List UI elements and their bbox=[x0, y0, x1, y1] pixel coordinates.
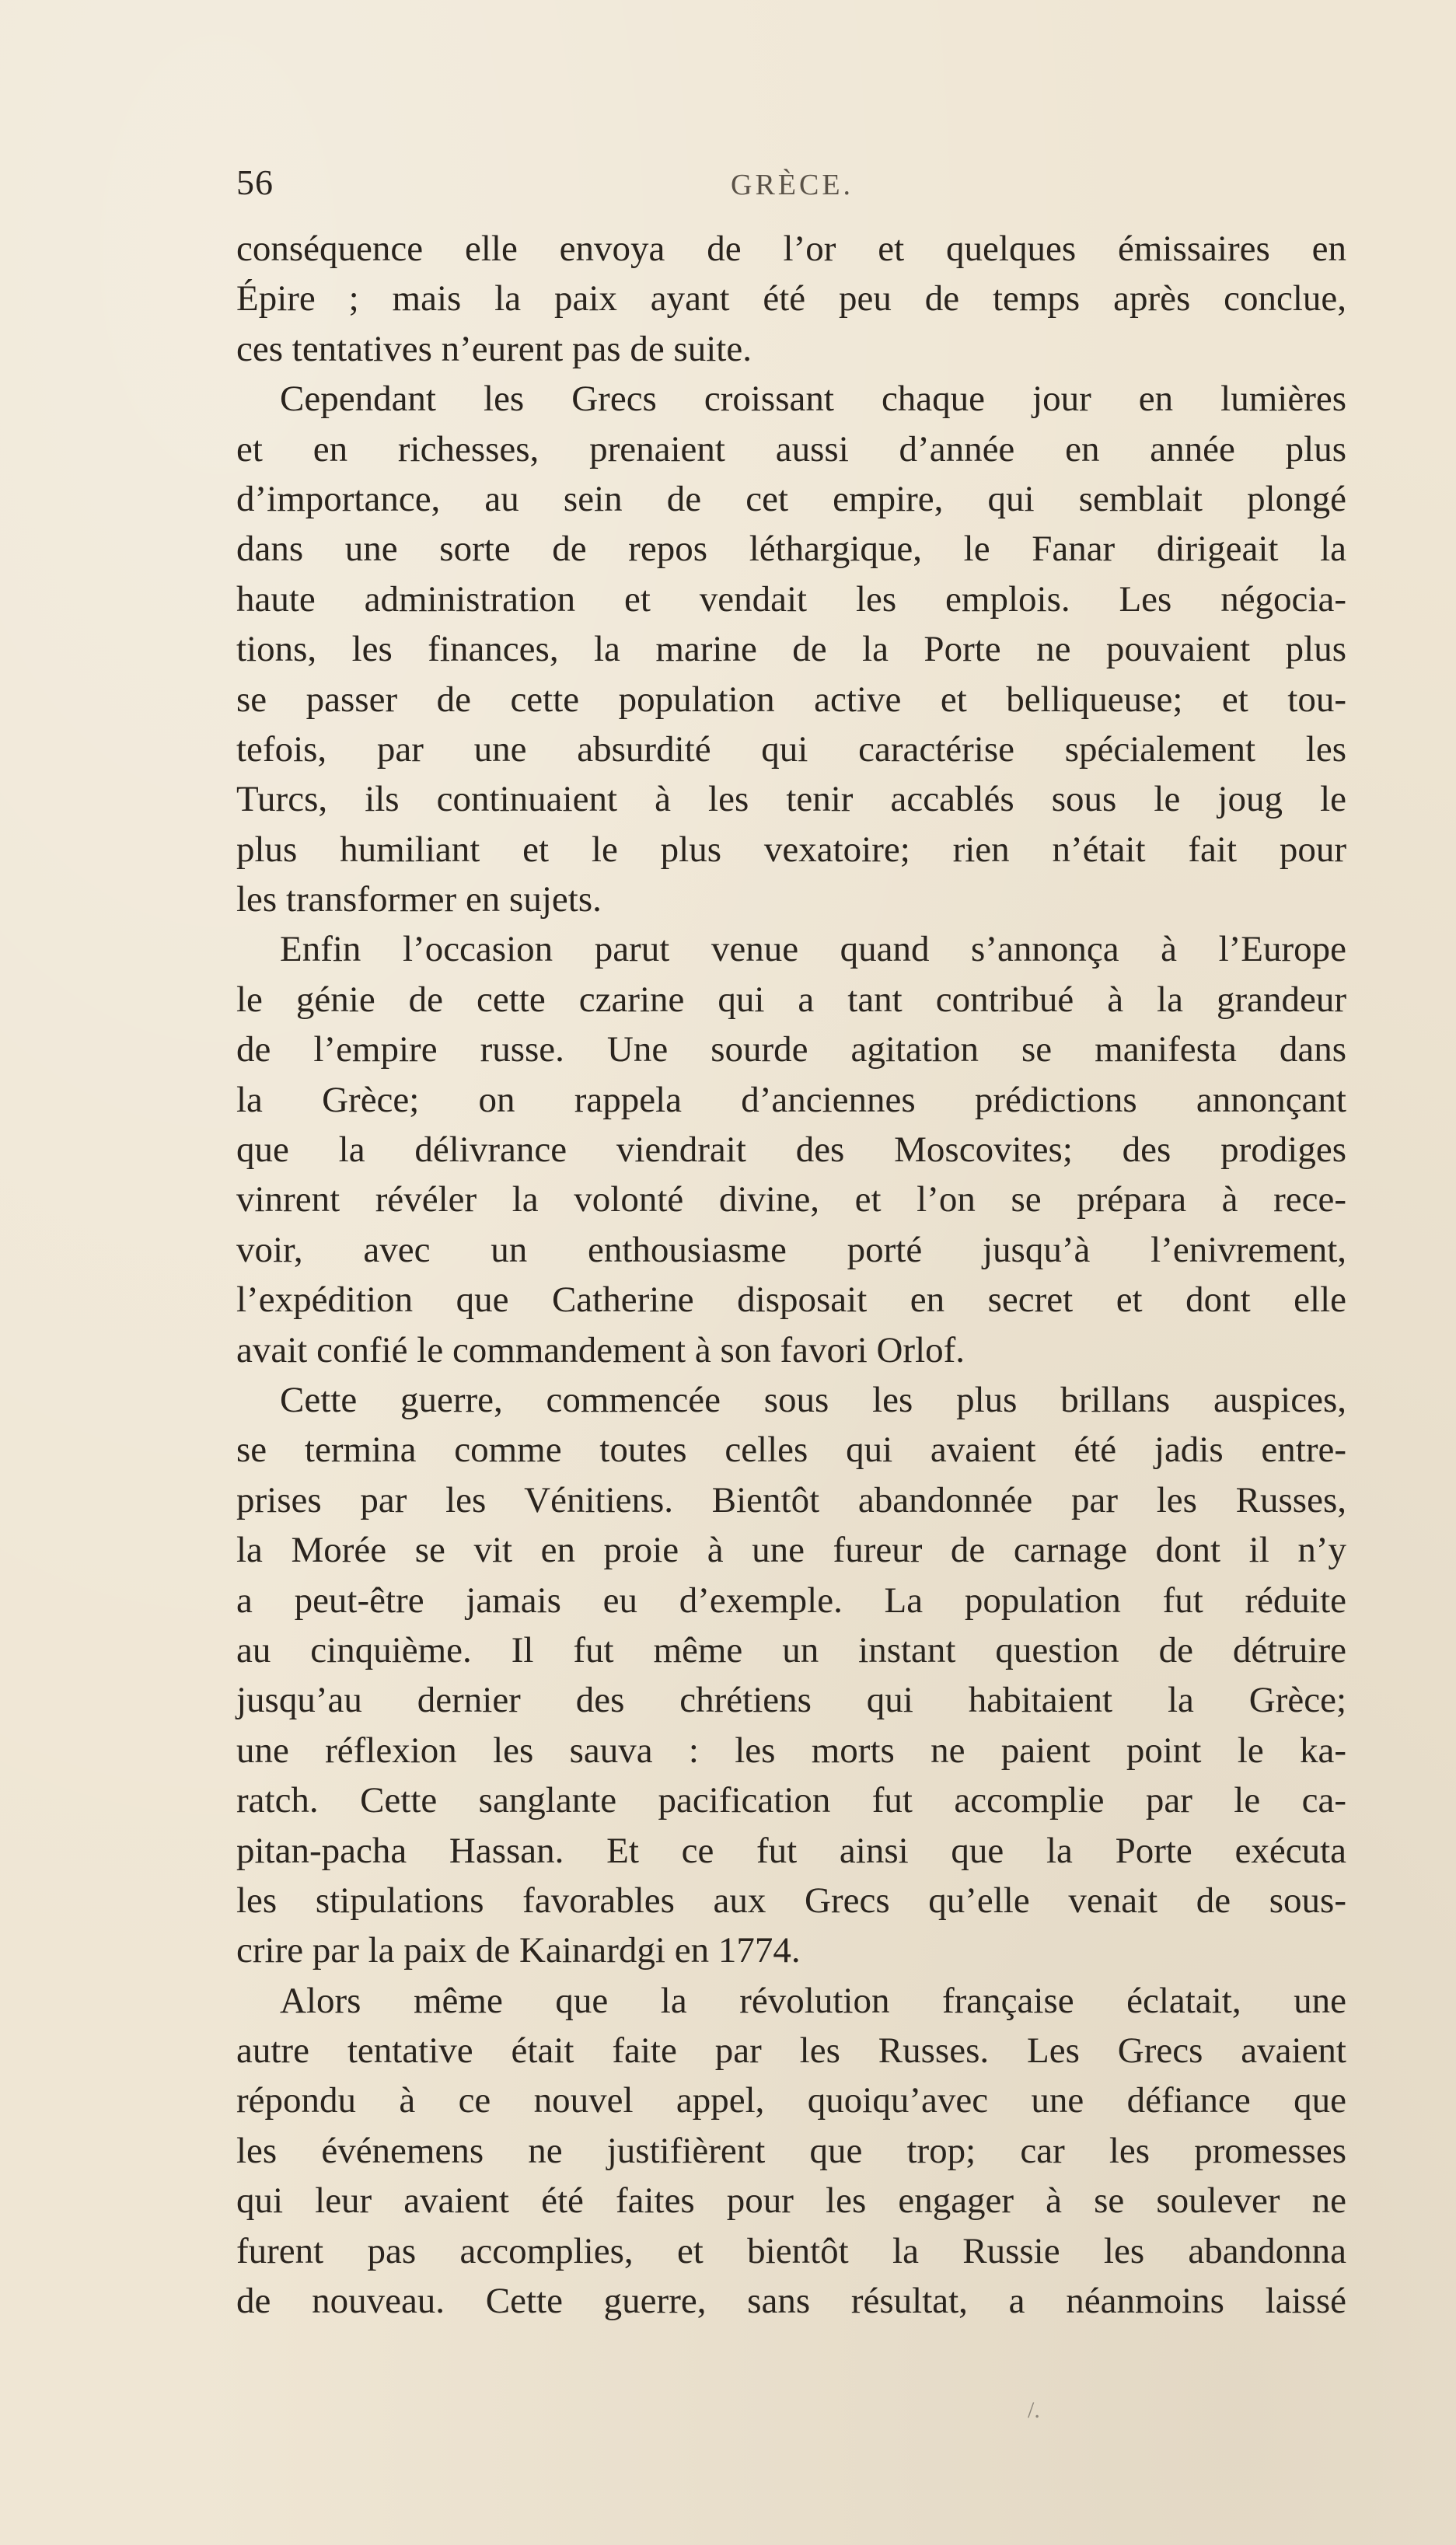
text-line: crire par la paix de Kainardgi en 1774. bbox=[236, 1930, 801, 1971]
text-line: avait confié le commandement à son favori Orlof. bbox=[236, 1329, 965, 1370]
text-line: vinrent révéler la volonté divine, et l’on se prépara à rece- bbox=[236, 1179, 1346, 1220]
text-line: les stipulations favorables aux Grecs qu’elle venait de sous- bbox=[236, 1880, 1346, 1921]
text-line: ratch. Cette sanglante pacification fut accomplie par le ca- bbox=[236, 1780, 1346, 1821]
text-line: Épire ; mais la paix ayant été peu de temps après conclue, bbox=[236, 278, 1346, 319]
page-header bbox=[236, 162, 1356, 208]
text-line: jusqu’au dernier des chrétiens qui habitaient la Grèce; bbox=[236, 1680, 1346, 1721]
text-line: au cinquième. Il fut même un instant question de détruire bbox=[236, 1629, 1346, 1670]
text-line: se termina comme toutes celles qui avaient été jadis entre- bbox=[236, 1430, 1346, 1471]
running-head: GRÈCE. bbox=[731, 169, 854, 201]
text-line: et en richesses, prenaient aussi d’année en année plus bbox=[236, 428, 1346, 470]
text-line: Cependant les Grecs croissant chaque jour en lumières bbox=[280, 379, 1346, 420]
text-line: se passer de cette population active et belliqueuse; et tou- bbox=[236, 679, 1346, 720]
body-text bbox=[236, 224, 1346, 2326]
text-line: Alors même que la révolution française éclatait, une bbox=[280, 1980, 1346, 2021]
text-line: tefois, par une absurdité qui caractérise spécialement les bbox=[236, 728, 1346, 770]
text-line: répondu à ce nouvel appel, quoiqu’avec une défiance que bbox=[236, 2080, 1346, 2121]
text-line: les transformer en sujets. bbox=[236, 879, 602, 920]
text-line: qui leur avaient été faites pour les engager à se soulever ne bbox=[236, 2180, 1346, 2222]
text-line: Enfin l’occasion parut venue quand s’annonça à l’Europe bbox=[280, 929, 1346, 970]
margin-mark: /. bbox=[1028, 2397, 1040, 2423]
text-line: voir, avec un enthousiasme porté jusqu’à l’enivrement, bbox=[236, 1229, 1346, 1270]
text-line: l’expédition que Catherine disposait en secret et dont elle bbox=[236, 1279, 1346, 1321]
text-line: tions, les finances, la marine de la Porte ne pouvaient plus bbox=[236, 629, 1346, 670]
text-line: dans une sorte de repos léthargique, le Fanar dirigeait la bbox=[236, 529, 1346, 570]
text-line: conséquence elle envoya de l’or et quelques émissaires en bbox=[236, 229, 1346, 269]
text-line: d’importance, au sein de cet empire, qui semblait plongé bbox=[236, 478, 1346, 519]
page-number: 56 bbox=[236, 162, 274, 202]
text-line: une réflexion les sauva : les morts ne paient point le ka- bbox=[236, 1730, 1346, 1771]
text-line: Cette guerre, commencée sous les plus brillans auspices, bbox=[280, 1379, 1346, 1420]
text-line: la Grèce; on rappela d’anciennes prédictions annonçant bbox=[236, 1079, 1346, 1120]
text-line: haute administration et vendait les emplois. Les négocia- bbox=[236, 578, 1346, 620]
text-line: que la délivrance viendrait des Moscovites; des prodiges bbox=[236, 1129, 1346, 1171]
text-line: plus humiliant et le plus vexatoire; rien n’était fait pour bbox=[236, 829, 1346, 870]
text-line: la Morée se vit en proie à une fureur de carnage dont il n’y bbox=[236, 1530, 1346, 1571]
text-line: les événemens ne justifièrent que trop; car les promesses bbox=[236, 2130, 1346, 2171]
text-line: furent pas accomplies, et bientôt la Russie les abandonna bbox=[236, 2230, 1346, 2271]
text-line: Turcs, ils continuaient à les tenir accablés sous le joug le bbox=[236, 779, 1346, 820]
text-line: ces tentatives n’eurent pas de suite. bbox=[236, 328, 752, 369]
text-line: a peut-être jamais eu d’exemple. La population fut réduite bbox=[236, 1580, 1346, 1621]
text-line: le génie de cette czarine qui a tant contribué à la grandeur bbox=[236, 979, 1346, 1020]
text-line: prises par les Vénitiens. Bientôt abandonnée par les Russes, bbox=[236, 1479, 1346, 1520]
text-line: pitan-pacha Hassan. Et ce fut ainsi que la Porte exécuta bbox=[236, 1830, 1346, 1871]
text-line: de nouveau. Cette guerre, sans résultat, a néanmoins laissé bbox=[236, 2281, 1346, 2322]
text-line: de l’empire russe. Une sourde agitation se manifesta dans bbox=[236, 1029, 1346, 1070]
text-line: autre tentative était faite par les Russes. Les Grecs avaient bbox=[236, 2030, 1346, 2072]
